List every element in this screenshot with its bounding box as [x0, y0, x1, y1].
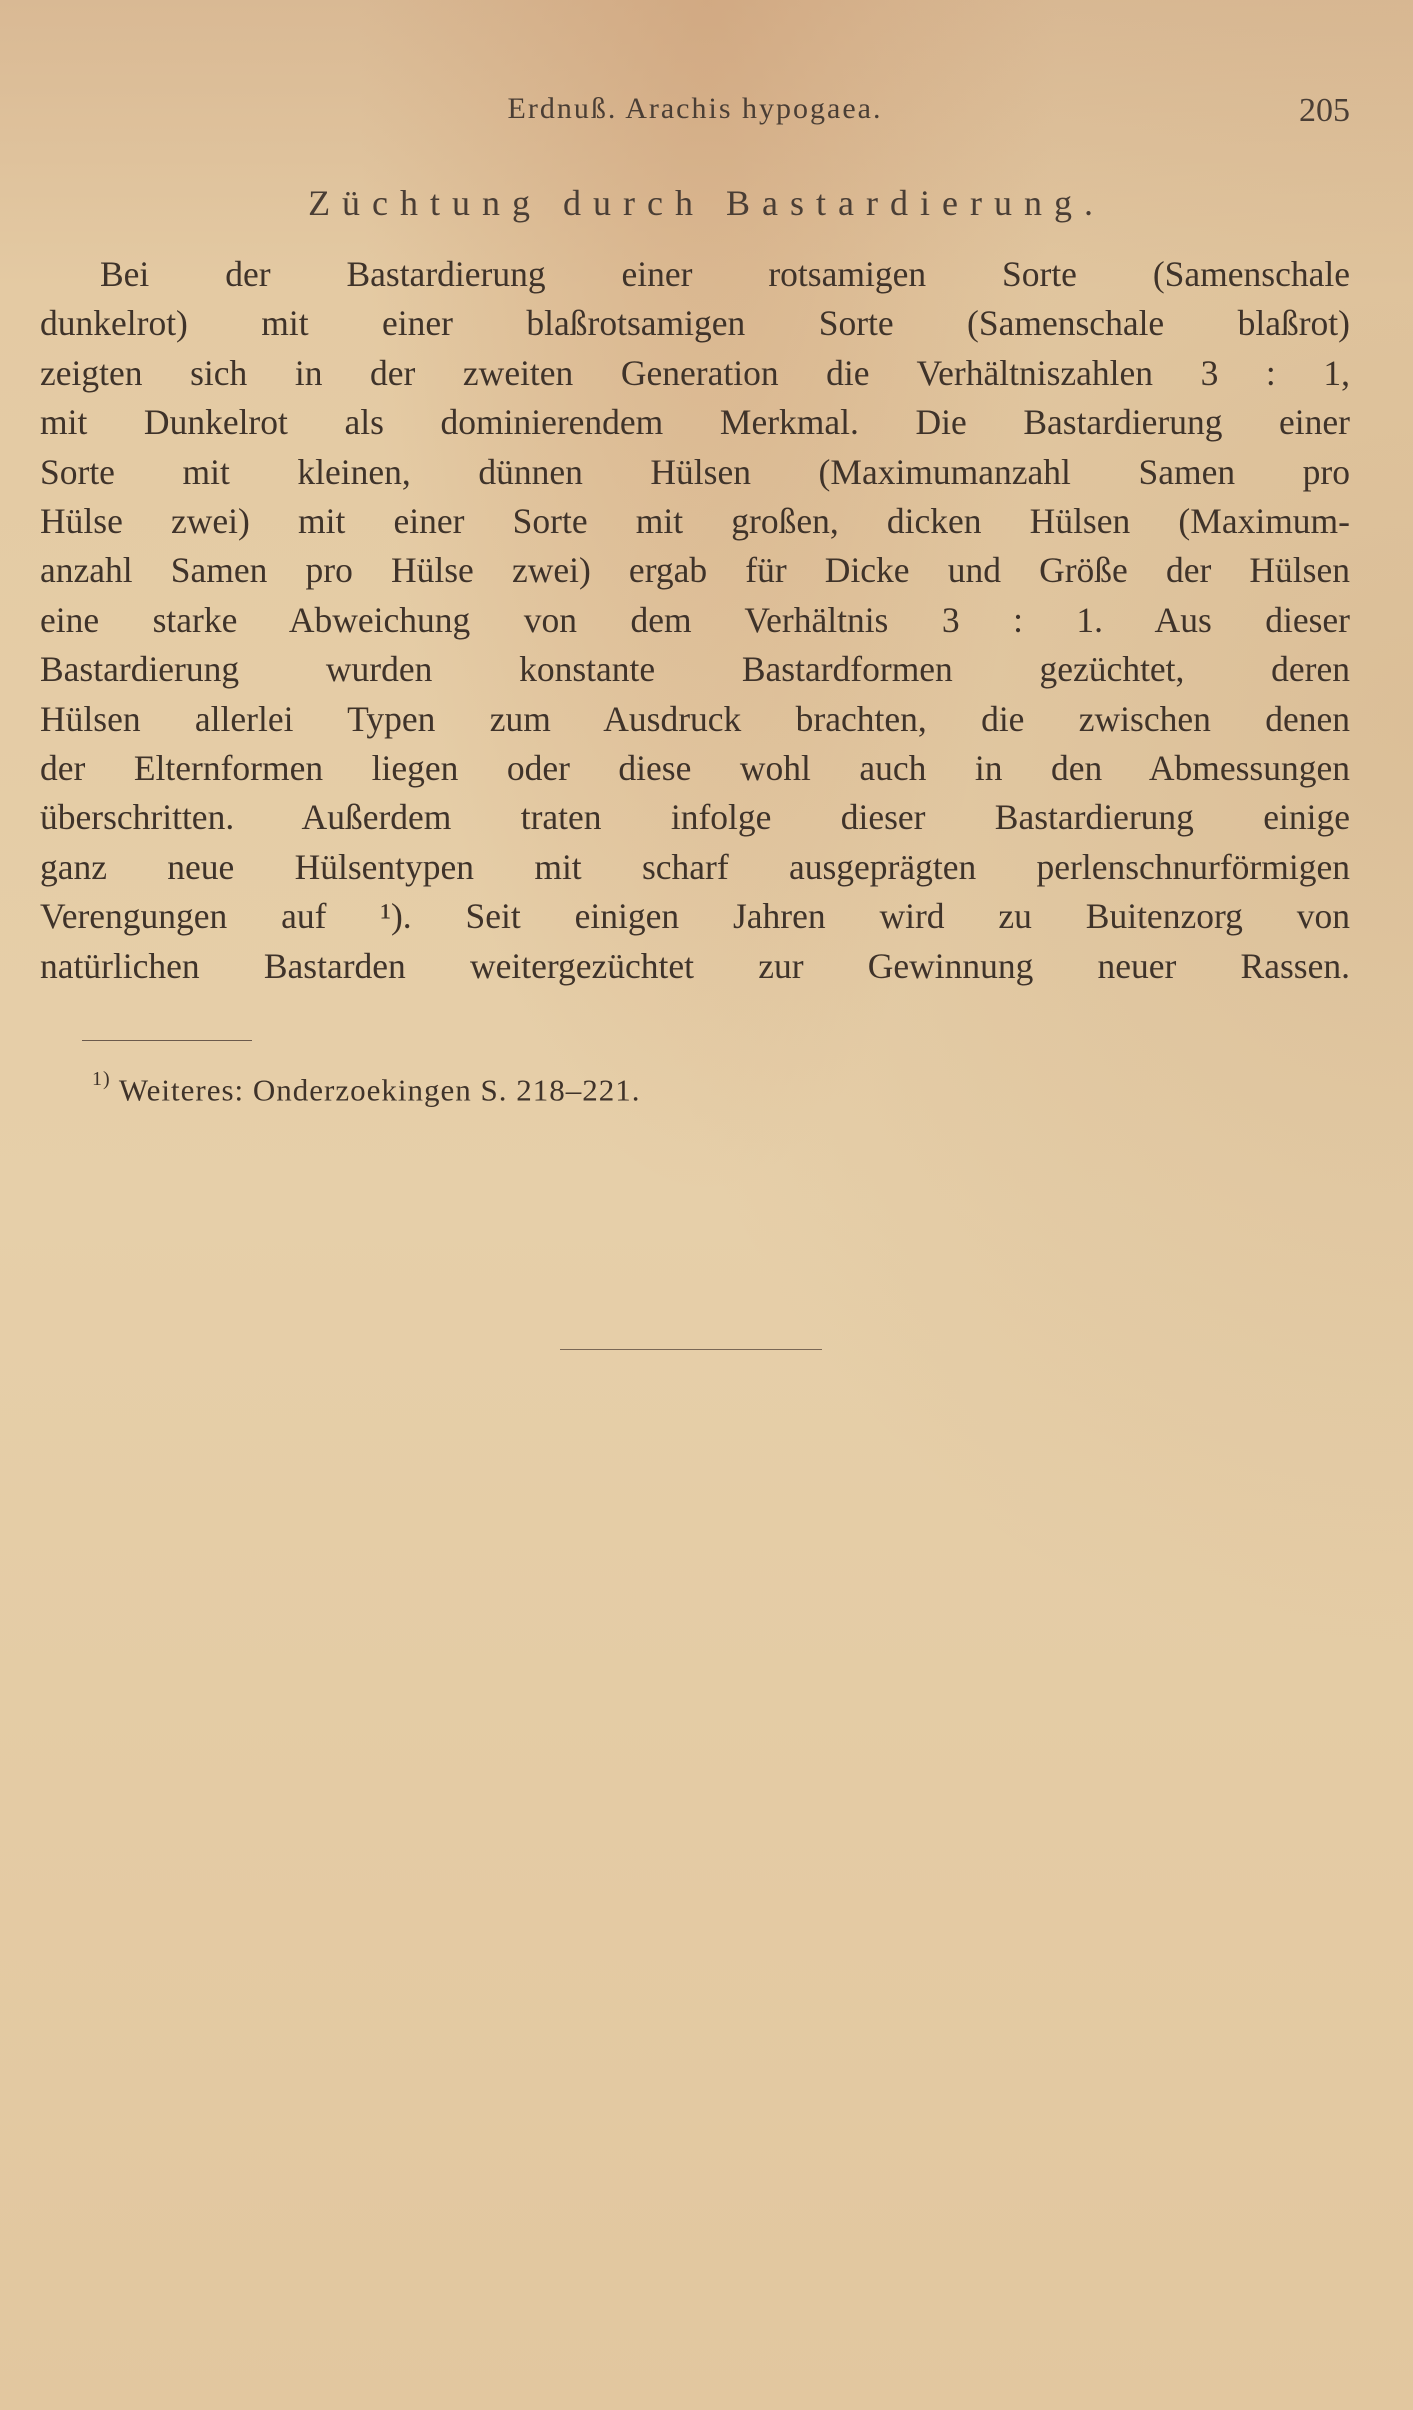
paragraph-line: Sorte mit kleinen, dünnen Hülsen (Maximumanzahl Samen pro	[40, 451, 1350, 492]
paragraph-line: überschritten. Außerdem traten infolge dieser Bastardierung einige	[40, 797, 1350, 838]
paragraph-line: Verengungen auf ¹). Seit einigen Jahren wird zu Buitenzorg von	[40, 896, 1350, 937]
section-heading: Züchtung durch Bastardierung.	[308, 183, 1105, 223]
footnote-marker: 1)	[92, 1068, 111, 1090]
paragraph-line: Bastardierung wurden konstante Bastardformen gezüchtet, deren	[40, 649, 1350, 690]
page-number: 205	[1299, 92, 1350, 129]
paragraph-line: Hülsen allerlei Typen zum Ausdruck brachten, die zwischen denen	[40, 698, 1350, 739]
paragraph-line: anzahl Samen pro Hülse zwei) ergab für Dicke und Größe der Hülsen	[40, 550, 1350, 591]
paragraph-line: Hülse zwei) mit einer Sorte mit großen, dicken Hülsen (Maximum-	[40, 501, 1350, 542]
body-paragraph	[40, 250, 1350, 991]
paragraph-line: ganz neue Hülsentypen mit scharf ausgeprägten perlenschnurförmigen	[40, 846, 1350, 887]
paragraph-line: mit Dunkelrot als dominierendem Merkmal. Die Bastardierung einer	[40, 402, 1350, 443]
footnote-text: Weiteres: Onderzoekingen S. 218–221.	[118, 1072, 641, 1108]
paragraph-line: Bei der Bastardierung einer rotsamigen Sorte (Samenschale	[100, 254, 1350, 294]
paragraph-line: der Elternformen liegen oder diese wohl auch in den Abmessungen	[40, 748, 1350, 789]
running-title: Erdnuß. Arachis hypogaea.	[507, 92, 883, 125]
end-of-section-rule	[560, 1349, 822, 1350]
footnote	[92, 1068, 641, 1108]
paragraph-line: dunkelrot) mit einer blaßrotsamigen Sorte (Samenschale blaßrot)	[40, 303, 1350, 344]
paragraph-line: zeigten sich in der zweiten Generation die Verhältniszahlen 3 : 1,	[40, 352, 1350, 393]
paragraph-line: natürlichen Bastarden weitergezüchtet zur Gewinnung neuer Rassen.	[40, 945, 1350, 986]
running-head	[40, 92, 1350, 132]
footnote-rule	[82, 1040, 252, 1041]
paragraph-line: eine starke Abweichung von dem Verhältnis 3 : 1. Aus dieser	[40, 599, 1350, 640]
